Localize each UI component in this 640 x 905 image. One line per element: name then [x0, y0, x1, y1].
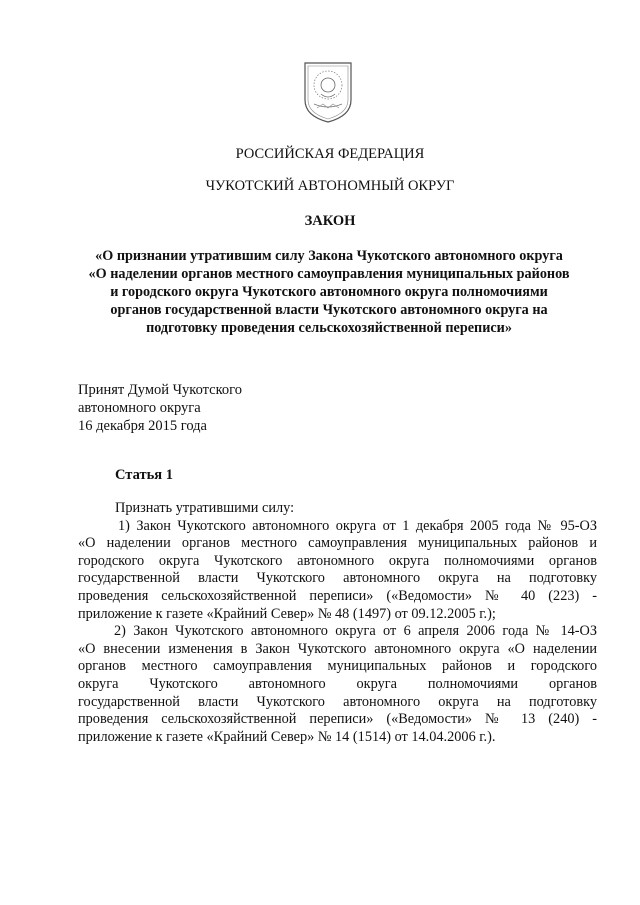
- article-line: 1) Закон Чукотского автономного округа от 1 декабря 2005 года № 95-ОЗ: [118, 517, 597, 534]
- federation-heading: РОССИЙСКАЯ ФЕДЕРАЦИЯ: [235, 146, 425, 162]
- article-line: приложение к газете «Крайний Север» № 48 (1497) от 09.12.2005 г.);: [78, 605, 496, 622]
- law-title-line: и городского округа Чукотского автономного округа полномочиями: [110, 284, 548, 300]
- article-line: городского округа Чукотского автономного округа полномочиями органов: [78, 552, 597, 569]
- article-line: органов местного самоуправления муниципальных районов и городского: [78, 658, 597, 675]
- article-line: 2) Закон Чукотского автономного округа от 6 апреля 2006 года № 14-ОЗ: [114, 623, 597, 640]
- adoption-date: 16 декабря 2015 года: [78, 418, 207, 434]
- adoption-line: автономного округа: [78, 400, 201, 416]
- article-line: Признать утратившими силу:: [115, 500, 295, 516]
- article-line: округа Чукотского автономного округа полномочиями органов: [78, 675, 597, 692]
- article-line: государственной власти Чукотского автономного округа на подготовку: [78, 693, 597, 710]
- coat-of-arms-emblem: [301, 60, 355, 124]
- article-line: проведения сельскохозяйственной переписи» («Ведомости» № 40 (223) -: [78, 587, 597, 604]
- article-line: приложение к газете «Крайний Север» № 14 (1514) от 14.04.2006 г.).: [78, 728, 496, 745]
- law-title-line: «О наделении органов местного самоуправления муниципальных районов: [88, 266, 570, 282]
- adoption-info: [78, 381, 242, 435]
- article-body: [78, 500, 597, 746]
- article-heading: Статья 1: [115, 467, 173, 483]
- adoption-line: Принят Думой Чукотского: [78, 382, 243, 398]
- article-line: «О наделении органов местного самоуправления муниципальных районов и: [78, 535, 597, 552]
- article-line: «О внесении изменения в Закон Чукотского автономного округа «О наделении: [78, 640, 597, 657]
- article-line: проведения сельскохозяйственной переписи» («Ведомости» № 13 (240) -: [78, 711, 597, 728]
- law-title-line: органов государственной власти Чукотского автономного округа на: [110, 302, 548, 318]
- law-title: [62, 247, 596, 337]
- law-title-line: «О признании утратившим силу Закона Чукотского автономного округа: [95, 248, 563, 264]
- article-line: государственной власти Чукотского автономного округа на подготовку: [78, 570, 597, 587]
- law-title-line: подготовку проведения сельскохозяйственной переписи»: [146, 320, 512, 336]
- document-type-heading: ЗАКОН: [304, 213, 356, 229]
- okrug-heading: ЧУКОТСКИЙ АВТОНОМНЫЙ ОКРУГ: [205, 178, 455, 194]
